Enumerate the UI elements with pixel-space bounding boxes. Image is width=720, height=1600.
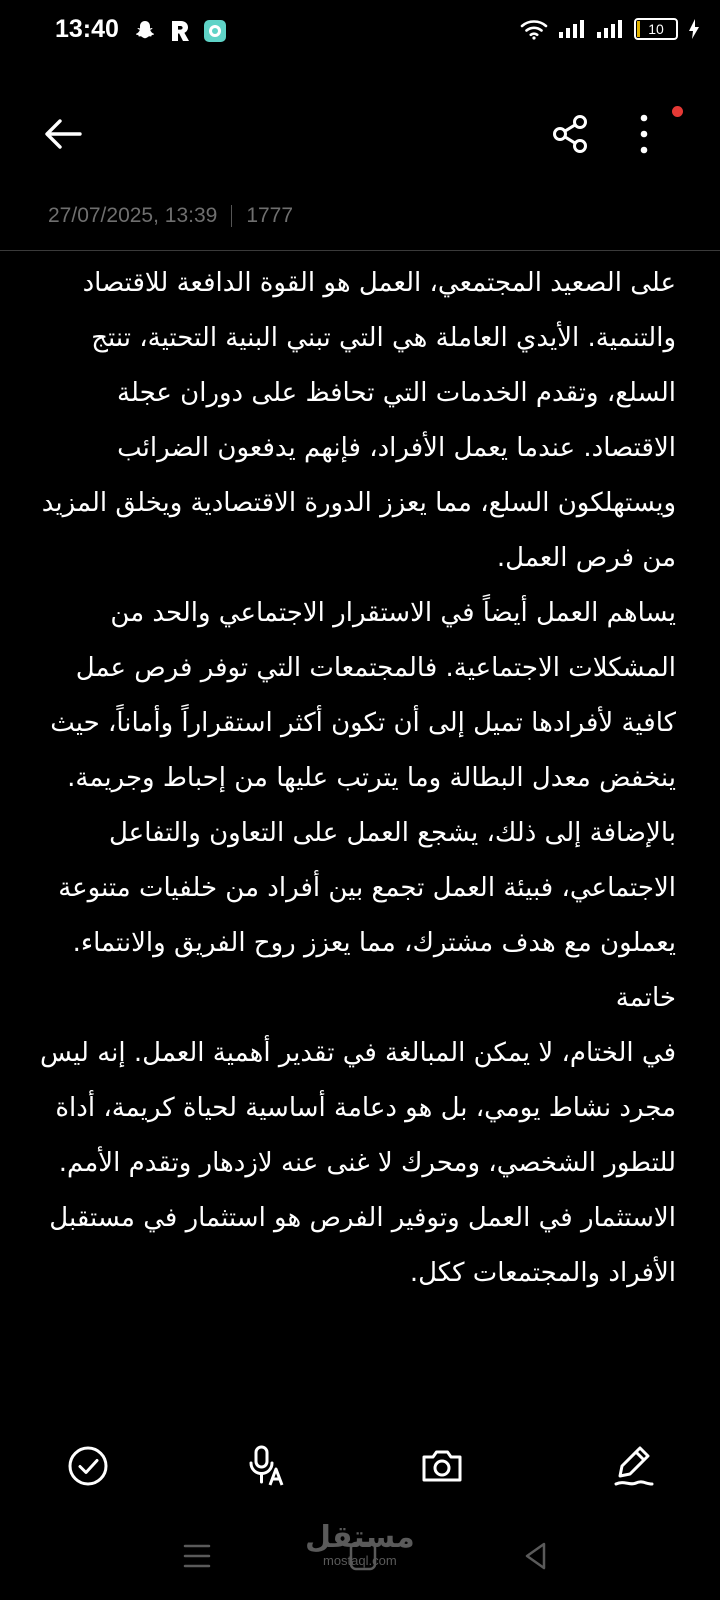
checklist-icon[interactable] — [64, 1442, 112, 1490]
snapchat-icon — [133, 19, 157, 43]
note-date: 27/07/2025, 13:39 — [48, 204, 218, 227]
share-icon[interactable] — [548, 111, 594, 157]
back-arrow-icon[interactable] — [40, 110, 88, 158]
watermark — [305, 1522, 415, 1568]
note-char-count: 1777 — [246, 204, 294, 227]
bottom-toolbar — [0, 1442, 720, 1492]
camera-icon[interactable] — [418, 1442, 466, 1490]
charging-icon — [688, 18, 700, 40]
signal-icon-1 — [558, 19, 586, 39]
back-nav-icon[interactable] — [522, 1540, 550, 1572]
chat-app-icon — [203, 19, 227, 43]
wifi-icon — [520, 18, 548, 40]
watermark-latin: mostaql.com — [323, 1553, 397, 1568]
status-time: 13:40 — [55, 15, 119, 43]
status-right — [520, 18, 700, 40]
watermark-arabic: مستقل — [305, 1520, 415, 1555]
top-bar — [0, 95, 720, 175]
recent-apps-icon[interactable] — [182, 1542, 212, 1570]
header-divider — [0, 250, 720, 251]
signal-icon-2 — [596, 19, 624, 39]
status-bar — [0, 0, 720, 66]
status-app-icons — [133, 19, 227, 43]
note-text[interactable]: على الصعيد المجتمعي، العمل هو القوة الدافعة للاقتصاد والتنمية. الأيدي العاملة هي التي تبني البنية التحتية، تنتج السلع، وتقدم الخدمات التي تحافظ على دوران عجلة الاقتصاد. عندما يعمل الأفراد، فإنهم يدفعون الضرائب ويستهلكون السلع، مما يعزز الدورة الاقتصادية ويخلق المزيد من فرص العمل. يساهم العمل أيضاً في الاستقرار الاجتماعي والحد من المشكلات الاجتماعية. فالمجتمعات التي توفر فرص عمل كافية لأفرادها تميل إلى أن تكون أكثر استقراراً وأماناً، حيث ينخفض معدل البطالة وما يترتب عليها من إحباط وجريمة. بالإضافة إلى ذلك، يشجع العمل على التعاون والتفاعل الاجتماعي، فبيئة العمل تجمع بين أفراد من خلفيات متنوعة يعملون مع هدف مشترك، مما يعزز روح الفريق والانتماء. خاتمة في الختام، لا يمكن المبالغة في تقدير أهمية العمل. إنه ليس مجرد نشاط يومي، بل هو دعامة أساسية لحياة كريمة، أداة للتطور الشخصي، ومحرك لا غنى عنه لازدهار وتقدم الأمم. الاستثمار في العمل وتوفير الفرص هو استثمار في مستقبل الأفراد والمجتمعات ككل. — [40, 268, 676, 1288]
battery-icon — [634, 18, 678, 40]
notification-dot — [672, 106, 683, 117]
note-meta — [48, 204, 293, 228]
battery-fill — [637, 21, 640, 37]
more-options-icon[interactable] — [632, 109, 678, 159]
handwriting-icon[interactable] — [610, 1442, 658, 1490]
r-app-icon — [169, 19, 191, 43]
battery-level: 10 — [648, 21, 664, 37]
note-body[interactable] — [40, 256, 676, 1336]
meta-separator — [231, 205, 232, 227]
voice-to-text-icon[interactable] — [244, 1442, 292, 1490]
